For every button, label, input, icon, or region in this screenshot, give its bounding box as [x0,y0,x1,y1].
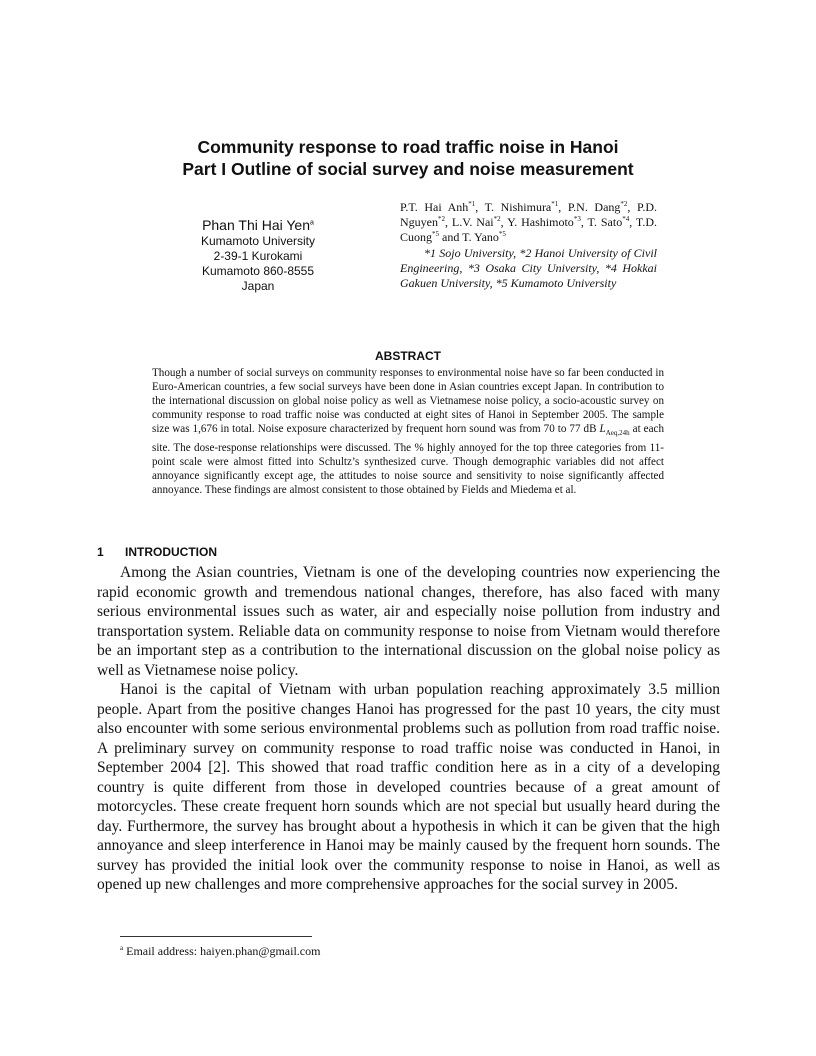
author-name-sup: a [310,219,314,227]
abstract-text-part-1: Though a number of social surveys on community responses to environmental noise have so far been conducted in Euro-American countries, a few social surveys have been done in Asian countries except Japan. In contribution to the international discussion on global noise policy as well as Vietnamese noise policy, a socio-acoustic survey on community response to road traffic noise was conducted at eight sites of Hanoi in September 2005. The sample size was 1,676 in total. Noise exposure characterized by frequent horn sound was from 70 to 77 dB [152,367,664,436]
section-heading [97,545,217,559]
title-line-2: Part I Outline of social survey and noise measurement [182,159,634,179]
abstract-text [152,366,664,497]
coauthor-4-sup: *2 [438,215,445,224]
footnote-text: Email address: haiyen.phan@gmail.com [123,944,321,958]
author-address-line-1: 2-39-1 Kurokami [213,249,303,263]
coauthor-6-sup: *3 [573,215,581,224]
author-affiliation: Kumamoto University [200,234,316,248]
section-title: INTRODUCTION [125,545,217,559]
author-country: Japan [241,279,275,293]
coauthor-9-sup: *5 [498,230,506,239]
author-address-line-2: Kumamoto 860-8555 [201,264,315,278]
coauthor-3: , P.N. Dang [558,200,621,214]
coauthor-5: , L.V. Nai [445,215,494,230]
coauthor-2: , T. Nishimura [475,200,552,214]
coauthor-7-sup: *4 [622,215,630,224]
title-line-1: Community response to road traffic noise in Hanoi [197,137,619,157]
coauthor-3-sup: *2 [620,200,628,208]
author-block-right [400,200,657,291]
footnote-marker: a [120,944,124,952]
author-block-left [178,216,338,294]
footnote [120,944,320,959]
coauthor-affiliations: *1 Sojo University, *2 Hanoi University of Civil Engineering, *3 Osaka City University, *4 Hokkai Gakuen University, *5 Kumamoto University [400,245,657,291]
coauthor-list [400,200,657,246]
abstract-heading: ABSTRACT [375,349,441,363]
section-body [97,563,720,895]
laeq-subscript: Aeq,24h [605,429,630,438]
coauthor-8: , T.D. Cuong [400,215,658,245]
abstract-text-part-2: at each site. The dose-response relationships were discussed. The % highly annoyed for the top three categories from 11-point scale were almost fitted into Schultz’s synthesized curve. Though demographic variables did not affect annoyance significantly except age, the attitudes to noise source and sensitivity to noise significantly affected annoyance. These findings are almost consistent to those obtained by Fields and Miedema et al. [152,423,664,496]
coauthor-4: , P.D. Nguyen [400,200,657,230]
coauthor-6: , Y. Hashimoto [500,215,574,230]
coauthor-7: , T. Sato [580,215,623,230]
coauthor-8-sup: *5 [432,230,440,239]
coauthor-1: P.T. Hai Anh [400,200,469,214]
paper-title [0,136,816,180]
author-name-text: Phan Thi Hai Yen [202,217,311,233]
section-number: 1 [97,545,104,559]
body-paragraph-1: Among the Asian countries, Vietnam is one of the developing countries now experiencing the rapid economic growth and tremendous national changes, therefore, has also faced with many serious environmental issues such as water, air and especially noise pollution from industry and transportation system. Reliable data on community response to noise from Vietnam would therefore be an important step as a contribution to the international discussion on the global noise policy as well as Vietnamese noise policy. [97,564,720,679]
coauthor-1-sup: *1 [468,200,476,208]
coauthor-5-sup: *2 [493,215,501,224]
body-paragraph-2: Hanoi is the capital of Vietnam with urban population reaching approximately 3.5 million people. Apart from the positive changes Hanoi has progressed for the past 10 years, the city must also encounter with some serious environmental problems such as pollution from road traffic noise. A preliminary survey on community response to road traffic noise was conducted in Hanoi, in September 2004 [2]. This showed that road traffic condition here as in a city of a developing country is quite different from those in developed countries because of a great amount of motorcycles. These create frequent horn sounds which are not special but usually heard during the day. Furthermore, the survey has brought about a hypothesis in which it can be given that the high annoyance and sleep interference in Hanoi may be mainly caused by the frequent horn sounds. The survey has provided the initial look over the community response to noise in Hanoi, as well as opened up new challenges and more comprehensive approaches for the social survey in 2005. [97,681,720,893]
footnote-divider [120,936,312,937]
author-name [178,216,338,234]
laeq-symbol: L [599,423,606,436]
coauthor-2-sup: *1 [551,200,559,208]
coauthor-9: and T. Yano [439,230,499,245]
